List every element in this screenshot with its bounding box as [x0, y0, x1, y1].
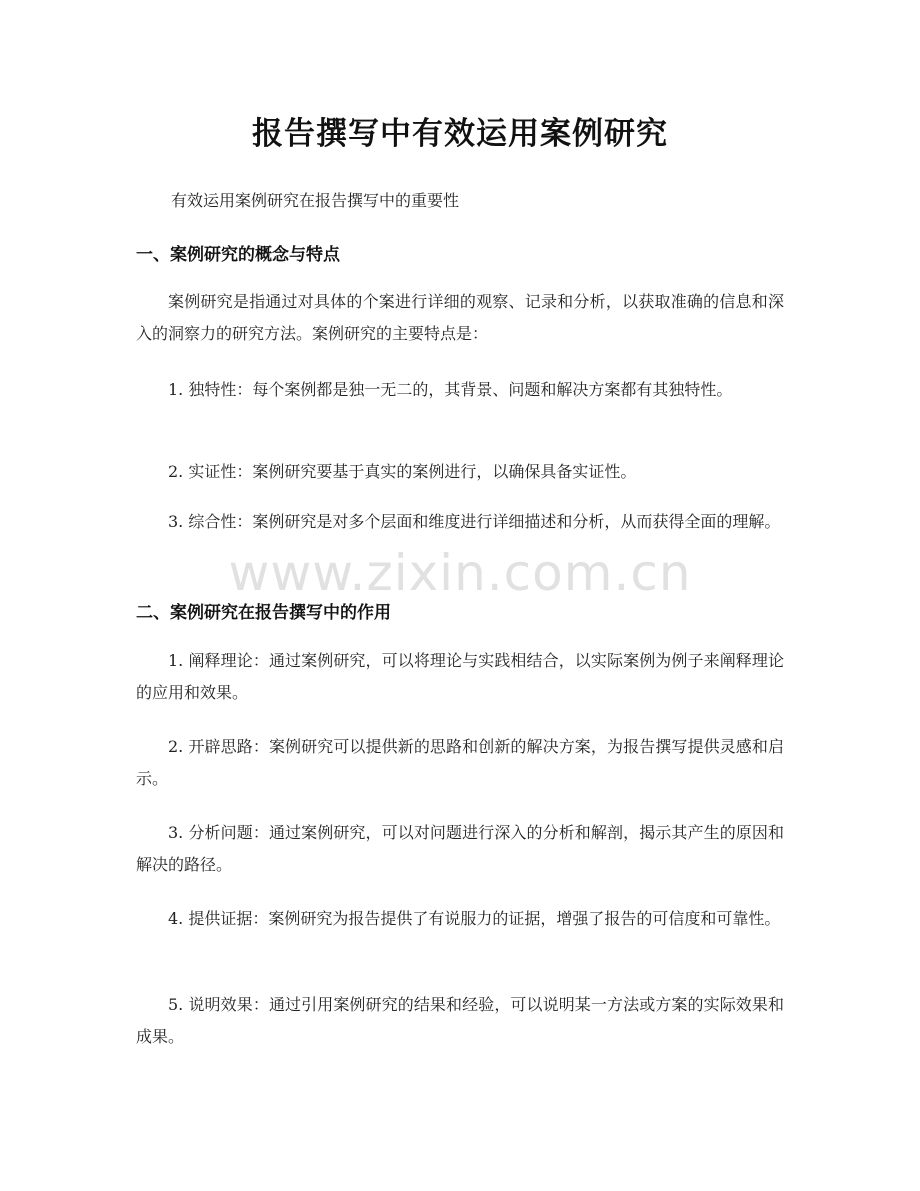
section-heading-1: 一、案例研究的概念与特点	[136, 245, 340, 265]
section2-item-3: 3. 分析问题：通过案例研究，可以对问题进行深入的分析和解剖，揭示其产生的原因和解决的路径。	[136, 823, 784, 874]
document-title: 报告撰写中有效运用案例研究	[252, 116, 668, 152]
section1-item-2: 2. 实证性：案例研究要基于真实的案例进行，以确保具备实证性。	[168, 462, 637, 481]
section2-item-1: 1. 阐释理论：通过案例研究，可以将理论与实践相结合，以实际案例为例子来阐释理论的应用和效果。	[136, 651, 784, 702]
watermark: www.zixin.com.cn	[228, 544, 692, 602]
document-subtitle: 有效运用案例研究在报告撰写中的重要性	[171, 191, 460, 210]
section1-item-1: 1. 独特性：每个案例都是独一无二的，其背景、问题和解决方案都有其独特性。	[168, 380, 733, 399]
section-heading-2: 二、案例研究在报告撰写中的作用	[136, 603, 391, 623]
section2-item-4: 4. 提供证据：案例研究为报告提供了有说服力的证据，增强了报告的可信度和可靠性。	[168, 909, 781, 928]
section2-item-2: 2. 开辟思路：案例研究可以提供新的思路和创新的解决方案，为报告撰写提供灵感和启示。	[136, 737, 784, 788]
section2-item-5: 5. 说明效果：通过引用案例研究的结果和经验，可以说明某一方法或方案的实际效果和成果。	[136, 995, 784, 1046]
section1-item-3: 3. 综合性：案例研究是对多个层面和维度进行详细描述和分析，从而获得全面的理解。	[168, 512, 781, 531]
section1-intro: 案例研究是指通过对具体的个案进行详细的观察、记录和分析，以获取准确的信息和深入的洞察力的研究方法。案例研究的主要特点是：	[136, 292, 784, 343]
